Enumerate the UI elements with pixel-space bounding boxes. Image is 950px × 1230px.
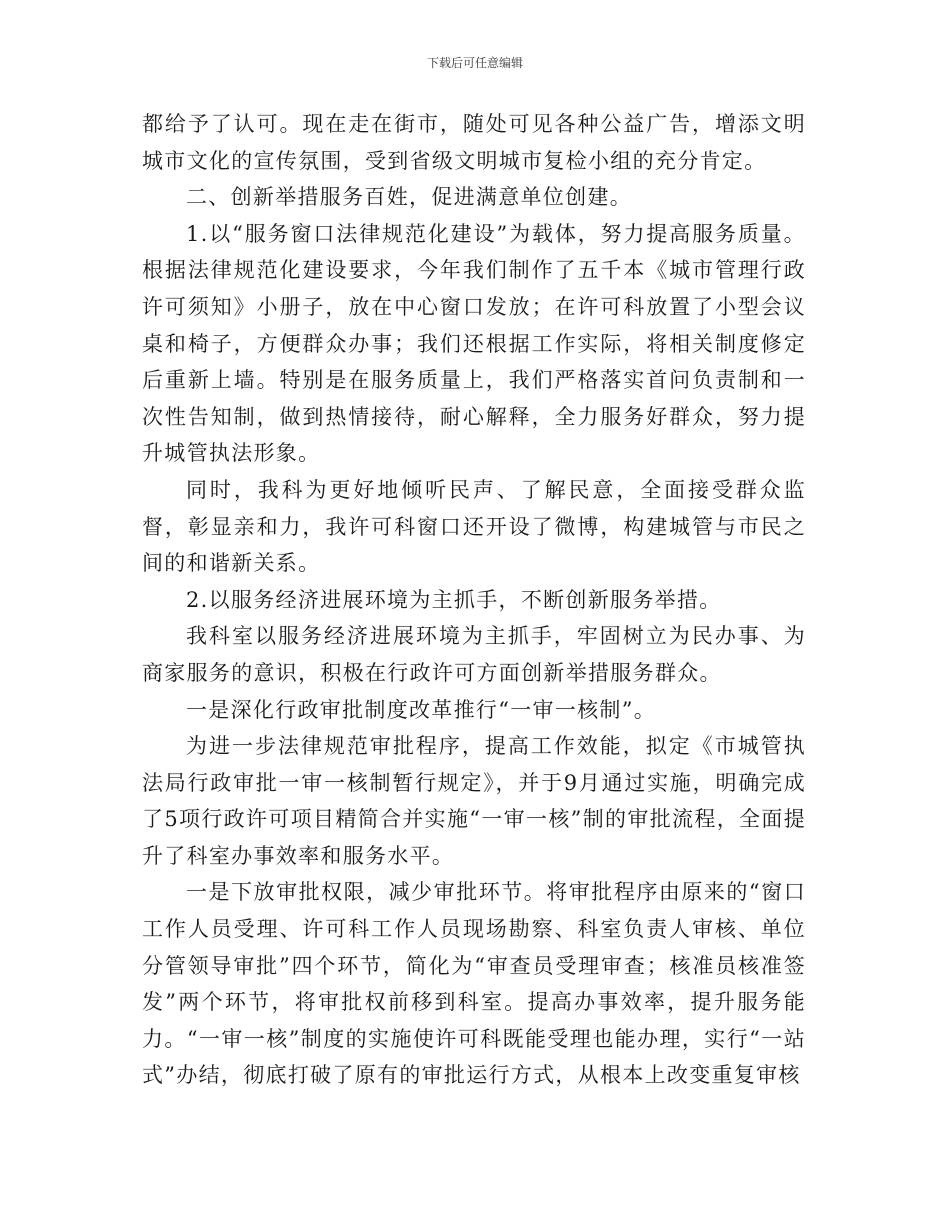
paragraph: 都给予了认可。现在走在街市，随处可见各种公益广告，增添文明城市文化的宣传氛围，受到省级文明城市复检小组的充分肯定。 <box>142 112 806 173</box>
page-header: 下载后可任意编辑 <box>426 56 523 70</box>
paragraph: 同时，我科为更好地倾听民声、了解民意，全面接受群众监督，彰显亲和力，我许可科窗口还开设了微博，构建城管与市民之间的和谐新关系。 <box>142 477 806 576</box>
paragraph: 为进一步法律规范审批程序，提高工作效能，拟定《市城管执法局行政审批一审一核制暂行规定》，并于9月通过实施，明确完成了5项行政许可项目精简合并实施“一审一核”制的审批流程，全面提升了科室办事效率和服务水平。 <box>142 734 806 868</box>
paragraph: 1.以“服务窗口法律规范化建设”为载体，努力提高服务质量。根据法律规范化建设要求，今年我们制作了五千本《城市管理行政许可须知》小册子，放在中心窗口发放；在许可科放置了小型会议桌和椅子，方便群众办事；我们还根据工作实际，将相关制度修定后重新上墙。特别是在服务质量上，我们严格落实首问负责制和一次性告知制，做到热情接待，耐心解释，全力服务好群众，努力提升城管执法形象。 <box>142 221 806 466</box>
section-heading: 二、创新举措服务百姓，促进满意单位创建。 <box>186 185 632 210</box>
paragraph: 我科室以服务经济进展环境为主抓手，牢固树立为民办事、为商家服务的意识，积极在行政许可方面创新举措服务群众。 <box>142 624 806 685</box>
paragraph: 一是下放审批权限，减少审批环节。将审批程序由原来的“窗口工作人员受理、许可科工作人员现场勘察、科室负责人审核、单位分管领导审批”四个环节，简化为“审查员受理审查；核准员核准签发”两个环节，将审批权前移到科室。提高办事效率，提升服务能力。“一审一核”制度的实施使许可科既能受理也能办理，实行“一站式”办结，彻底打破了原有的审批运行方式，从根本上改变重复审核 <box>142 880 806 1088</box>
document-body <box>142 106 806 1094</box>
subsection-heading: 2.以服务经济进展环境为主抓手，不断创新服务举措。 <box>186 587 722 612</box>
subsection-heading: 一是深化行政审批制度改革推行“一审一核制”。 <box>186 697 657 722</box>
